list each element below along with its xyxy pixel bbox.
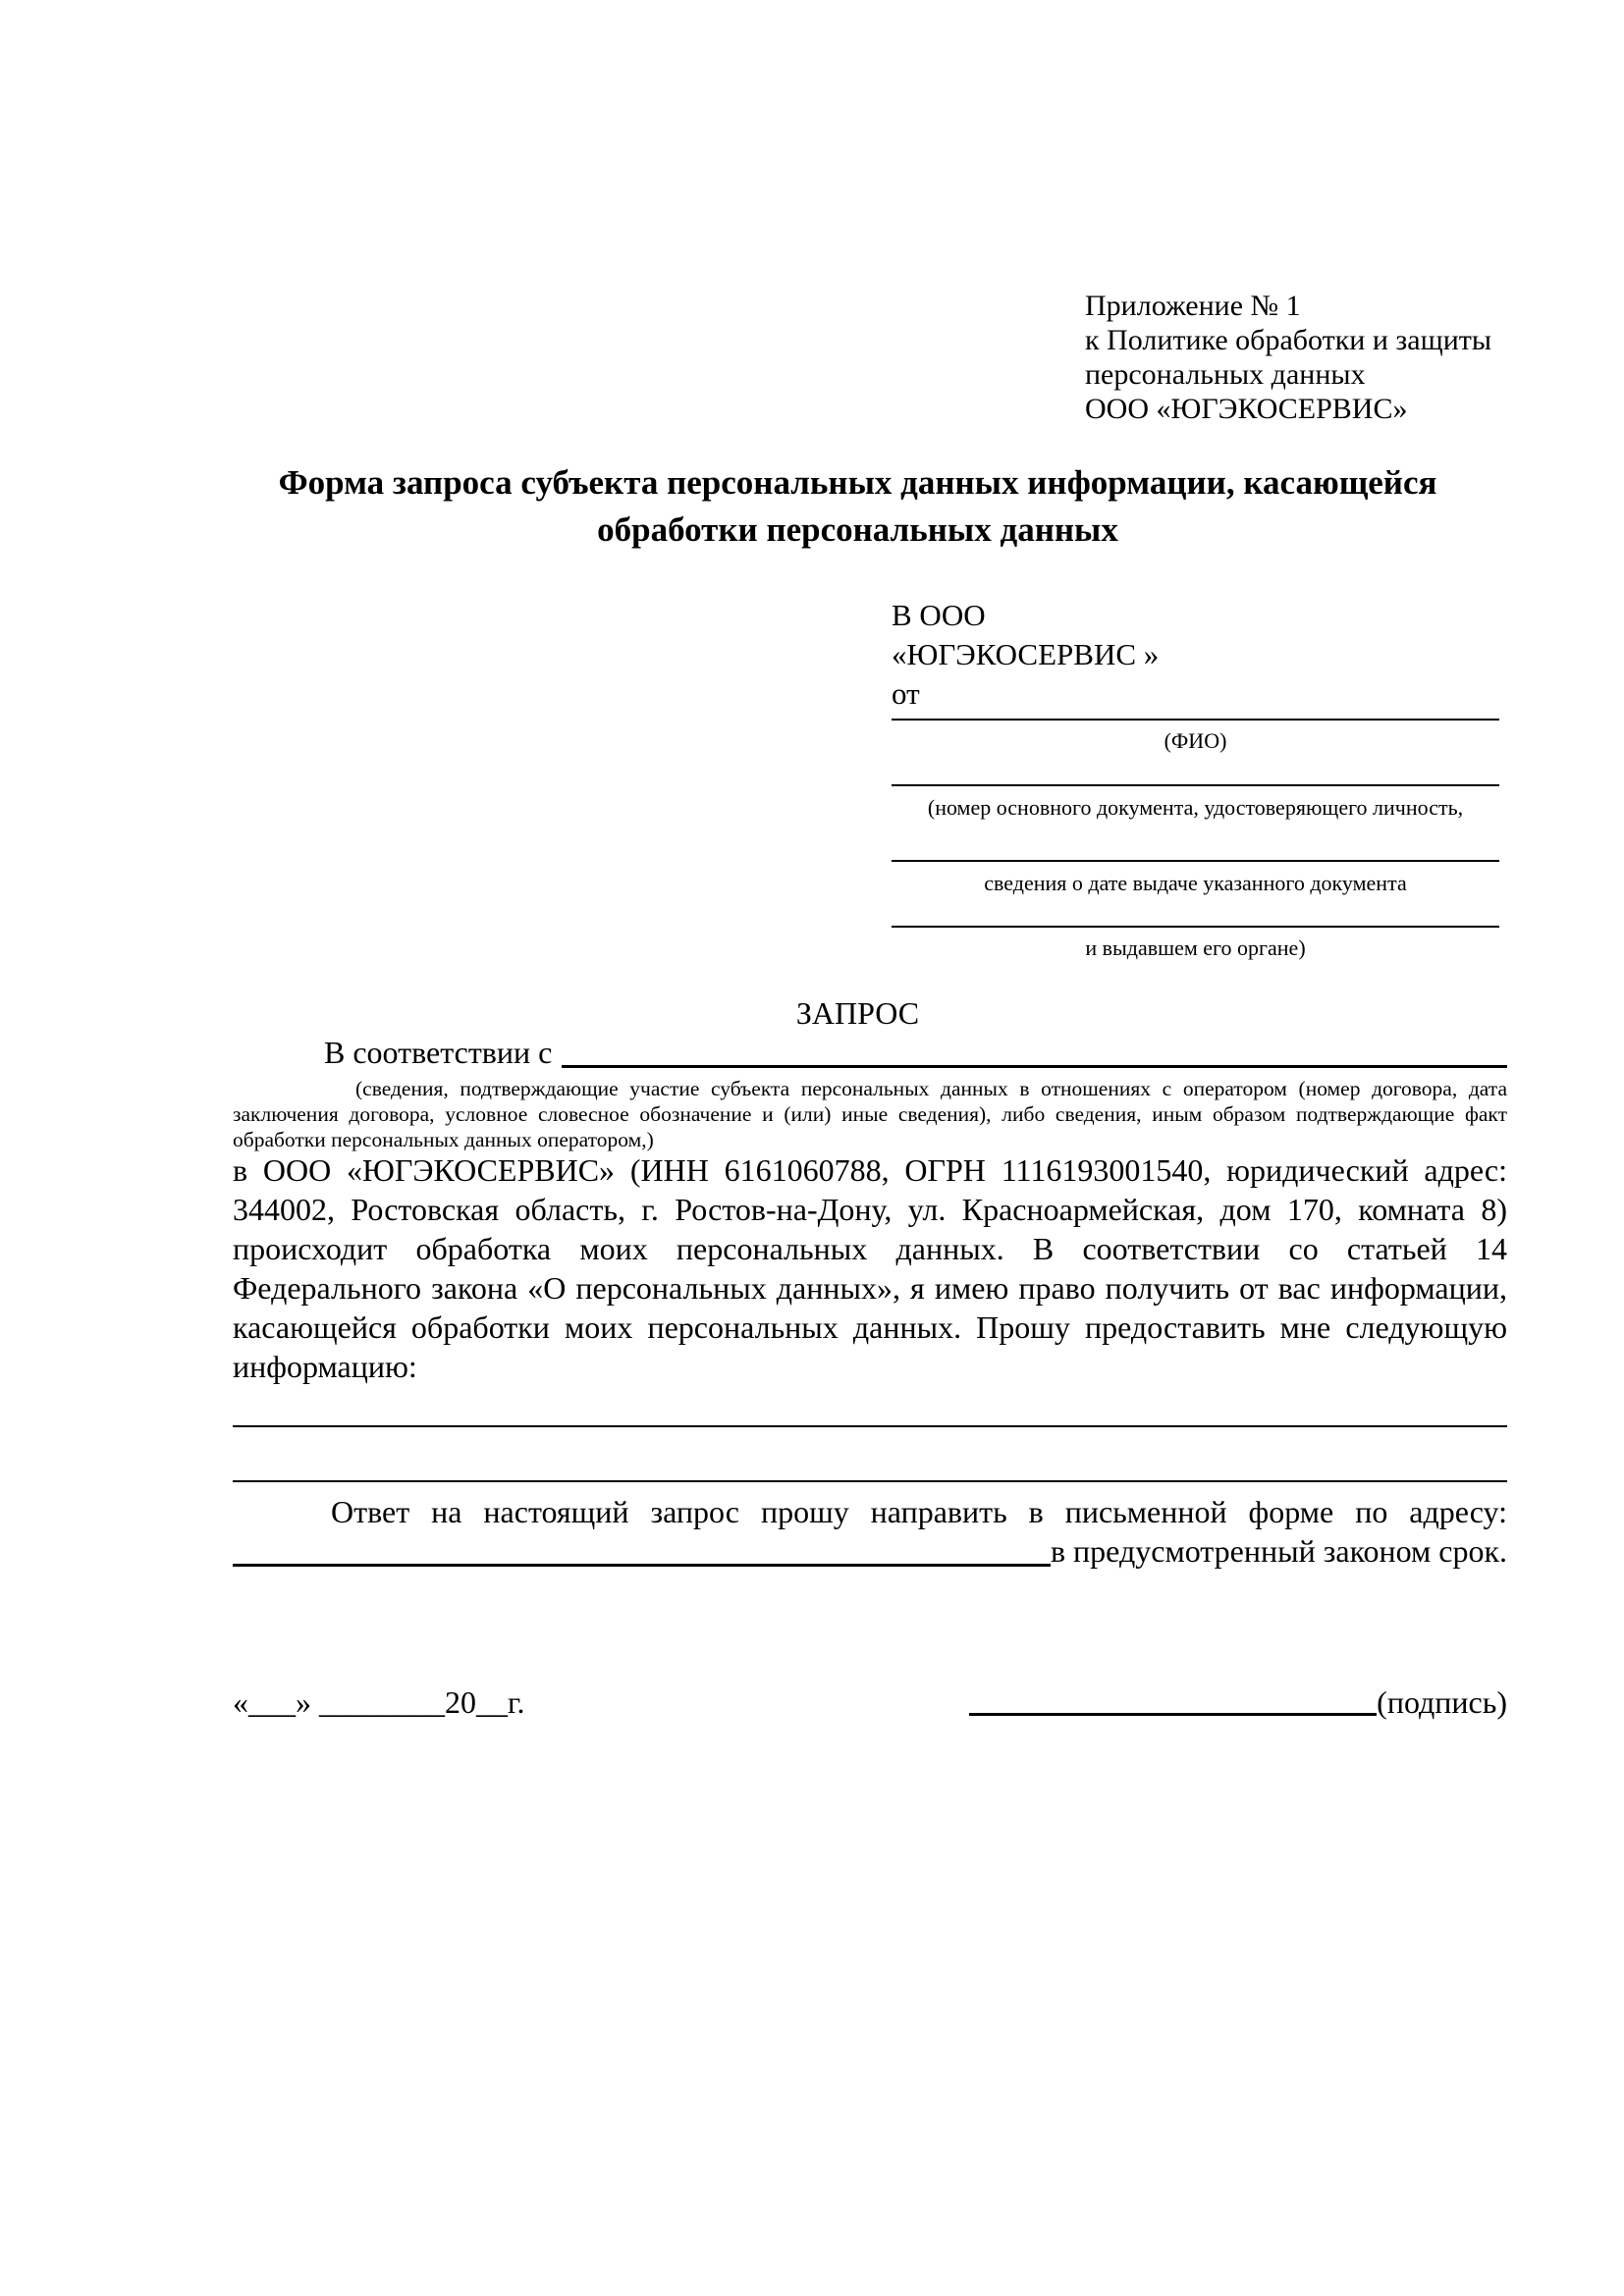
fio-caption: (ФИО)	[1164, 728, 1227, 753]
addressee-org-line: «ЮГЭКОСЕРВИС »	[892, 637, 1160, 671]
accordance-blank-line	[562, 1065, 1507, 1068]
annex-header	[1085, 289, 1491, 426]
date-signature-row	[233, 1681, 1507, 1724]
requested-info-blank-line-1	[233, 1425, 1507, 1427]
accordance-label: В соответствии с	[324, 1035, 553, 1070]
addressee-from-label: от	[892, 676, 920, 711]
reply-tail: в предусмотренный законом срок.	[1050, 1533, 1507, 1569]
accordance-row	[233, 1033, 1507, 1072]
request-heading: ЗАПРОС	[795, 995, 920, 1031]
signature-caption: (подпись)	[1377, 1684, 1507, 1720]
requested-info-blank-line-2	[233, 1480, 1507, 1482]
document-number-blank-line	[892, 784, 1499, 786]
reply-sentence: Ответ на настоящий запрос прошу направить в письменной форме по адресу:	[331, 1494, 1507, 1529]
signature-blank-line	[969, 1713, 1377, 1716]
body-paragraph: в ООО «ЮГЭКОСЕРВИС» (ИНН 6161060788, ОГРН 1116193001540, юридический адрес: 344002, Ростовская область, г. Ростов-на-Дону, ул. Красноармейская, дом 170, комната 8) происходит обработка моих персональных данных. В соответствии со статьей 14 Федерального закона «О персональных данных», я имею право получить от вас информации, касающейся обработки моих персональных данных. Прошу предоставить мне следующую информацию:	[233, 1152, 1507, 1384]
annex-line: ООО «ЮГЭКОСЕРВИС»	[1085, 393, 1408, 425]
annex-line: персональных данных	[1085, 358, 1366, 391]
issue-date-blank-line	[892, 860, 1499, 862]
reply-address-row	[233, 1531, 1507, 1571]
document-number-caption: (номер основного документа, удостоверяющего личность,	[927, 795, 1464, 820]
reply-paragraph	[233, 1492, 1507, 1571]
date-blank: «___» ________20__г.	[233, 1684, 525, 1720]
fio-blank-line	[892, 719, 1499, 721]
basis-note: (сведения, подтверждающие участие субъекта персональных данных в отношениях с оператором (номер договора, дата заключения договора, условное словесное обозначение и (или) иные сведения), либо сведения, иным образом подтверждающие факт обработки персональных данных оператором,)	[233, 1077, 1507, 1151]
signature-area	[969, 1681, 1507, 1724]
addressee-block	[892, 596, 1499, 961]
annex-line: к Политике обработки и защиты	[1085, 324, 1492, 356]
address-blank-line	[233, 1564, 1051, 1567]
addressee-org-line: В ООО	[892, 598, 986, 632]
form-title: Форма запроса субъекта персональных данных информации, касающейся обработки персональных данных	[278, 463, 1437, 549]
annex-line: Приложение № 1	[1085, 290, 1301, 322]
issue-date-caption: сведения о дате выдаче указанного документа	[984, 871, 1407, 895]
issuing-authority-caption: и выдавшем его органе)	[1085, 935, 1306, 960]
issuing-authority-blank-line	[892, 926, 1499, 928]
